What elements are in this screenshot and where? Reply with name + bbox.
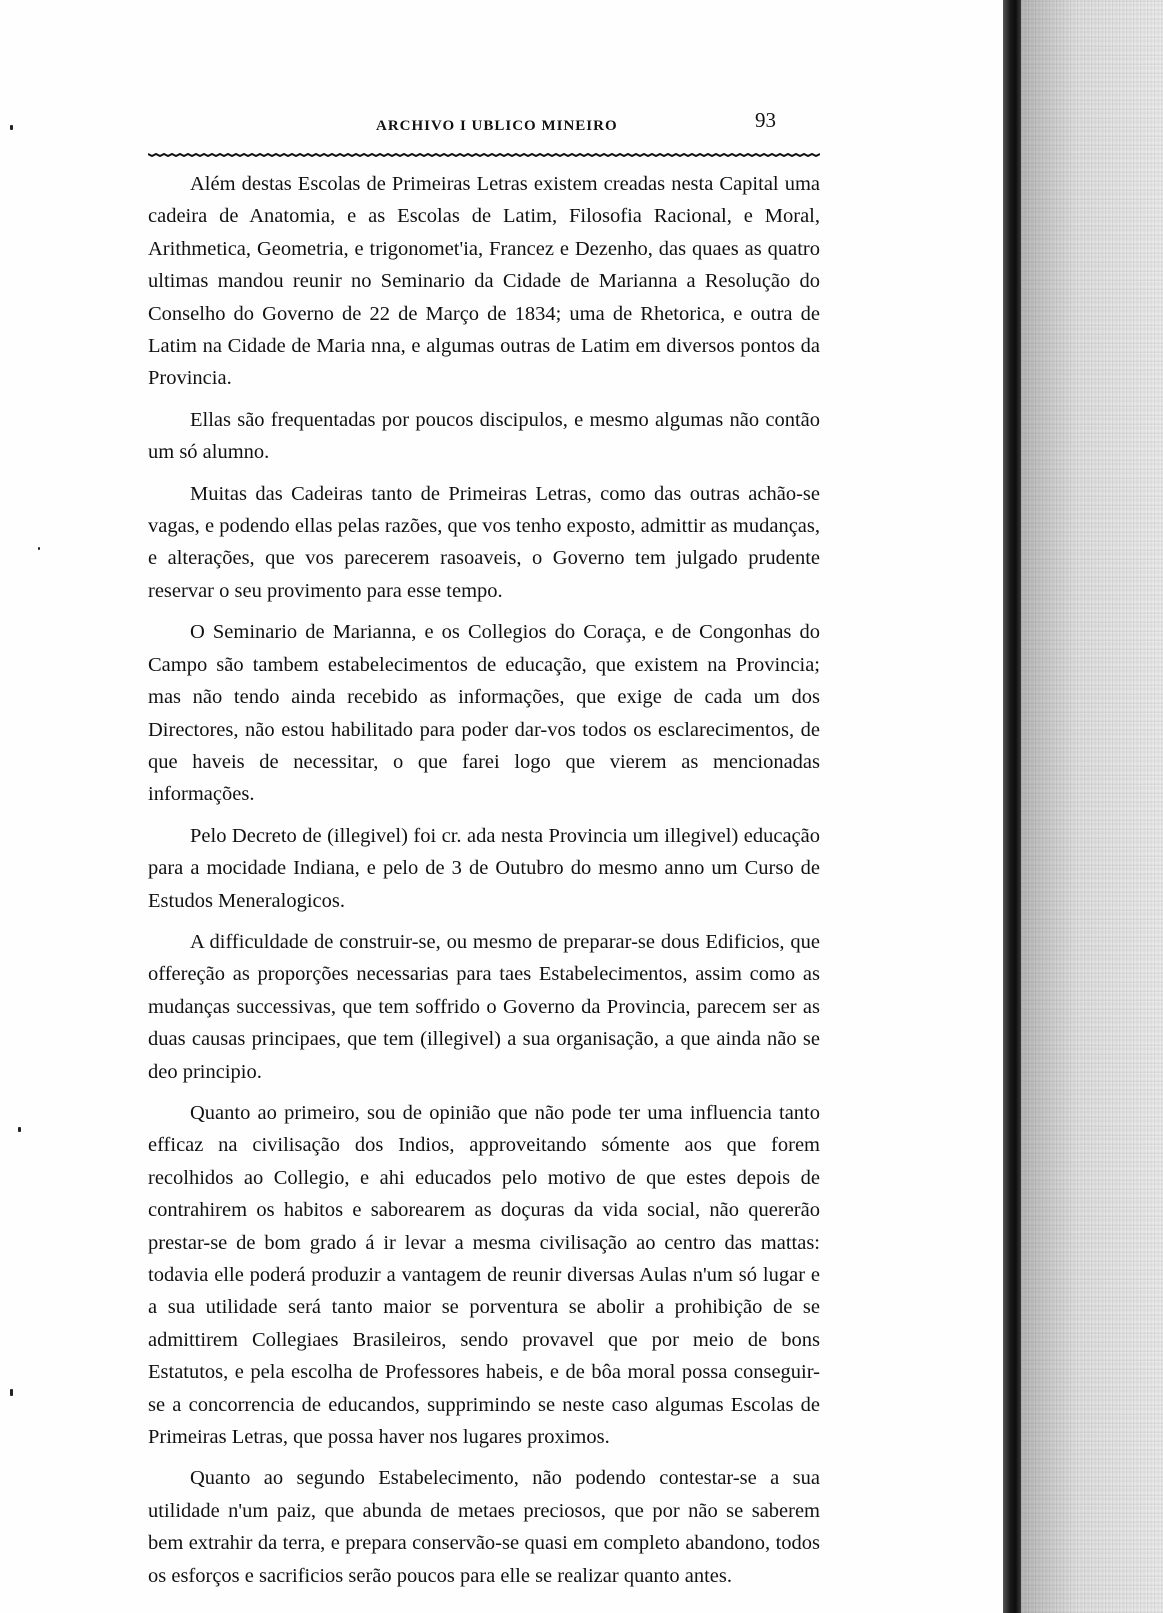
paragraph-3: Muitas das Cadeiras tanto de Primeiras Letras, como das outras achão-se vagas, e podendo ellas pelas razões, que vos tenho exposto, admittir as mudanças, e alterações, que vos parecerem rasoaveis, o Governo tem julgado prudente reservar o seu provimento para esse tempo. (148, 482, 820, 602)
paragraph-6: A difficuldade de construir-se, ou mesmo de preparar-se dous Edificios, que offereção as proporções necessarias para taes Estabelecimentos, assim como as mudanças successivas, que tem soffrido o Governo da Provincia, parecem ser as duas causas principaes, que tem (illegivel) a sua organisação, a que ainda não se deo principio. (148, 930, 820, 1083)
binding-shadow (1003, 0, 1021, 1613)
scan-edge-noise (1021, 0, 1163, 1613)
margin-speck (38, 547, 40, 550)
paragraph-1: Além destas Escolas de Primeiras Letras existem creadas nesta Capital uma cadeira de Anatomia, e as Escolas de Latim, Filosofia Racional, e Moral, Arithmetica, Geometria, e trigonomet'ia, Francez e Dezenho, das quaes as quatro ultimas mandou reunir no Seminario da Cidade de Marianna a Resolução do Conselho do Governo de 22 de Março de 1834; uma de Rhetorica, e outra de Latim na Cidade de Maria nna, e algumas outras de Latim em diversos pontos da Provincia. (148, 173, 820, 390)
paragraph-2: Ellas são frequentadas por poucos discipulos, e mesmo algumas não contão um só alumno. (148, 408, 820, 464)
document-body (148, 168, 820, 1601)
paragraph-8: Quanto ao segundo Estabelecimento, não podendo contestar-se a sua utilidade n'um paiz, que abunda de metaes preciosos, que por não se saberem bem extrahir da terra, e prepara conservão-se quasi em completo abandono, todos os esforços e sacrificios serão poucos para elle se realizar quanto antes. (148, 1467, 820, 1587)
paragraph-4: O Seminario de Marianna, e os Collegios do Coraça, e de Congonhas do Campo são tambem estabelecimentos de educação, que existem na Provincia; mas não tendo ainda recebido as informações, que exige de cada um dos Directores, não estou habilitado para poder dar-vos todos os esclarecimentos, de que haveis de necessitar, o que farei logo que vierem as mencionadas informações. (148, 621, 820, 806)
paragraph-7: Quanto ao primeiro, sou de opinião que não pode ter uma influencia tanto efficaz na civilisação dos Indios, approveitando sómente aos que forem recolhidos ao Collegio, e ahi educados pelo motivo de que estes depois de contrahirem os habitos e saborearem as doçuras da vida social, não quererão prestar-se de bom grado á ir levar a mesma civilisação ao centro das mattas: todavia elle poderá produzir a vantagem de reunir diversas Aulas n'um só lugar e a sua utilidade será tanto maior se porventura se abolir a prohibição de se admittirem Collegiaes Brasileiros, sendo provavel que por meio de bons Estatutos, e pela escolha de Professores habeis, e de bôa moral possa conseguir-se a concorrencia de educandos, supprimindo se neste caso algumas Escolas de Primeiras Letras, que possa haver nos lugares proximos. (148, 1101, 820, 1449)
margin-speck (10, 1389, 13, 1396)
running-header-title: ARCHIVO I UBLICO MINEIRO (376, 118, 618, 134)
page-number: 93 (755, 108, 776, 132)
header-wavy-rule (148, 152, 820, 158)
paragraph-5: Pelo Decreto de (illegivel) foi cr. ada nesta Provincia um illegivel) educação para a mocidade Indiana, e pelo de 3 de Outubro do mesmo anno um Curso de Estudos Meneralogicos. (148, 824, 820, 912)
margin-speck (10, 125, 13, 130)
margin-speck (18, 1127, 21, 1132)
wavy-rule-line (148, 154, 820, 156)
running-header (148, 108, 820, 146)
